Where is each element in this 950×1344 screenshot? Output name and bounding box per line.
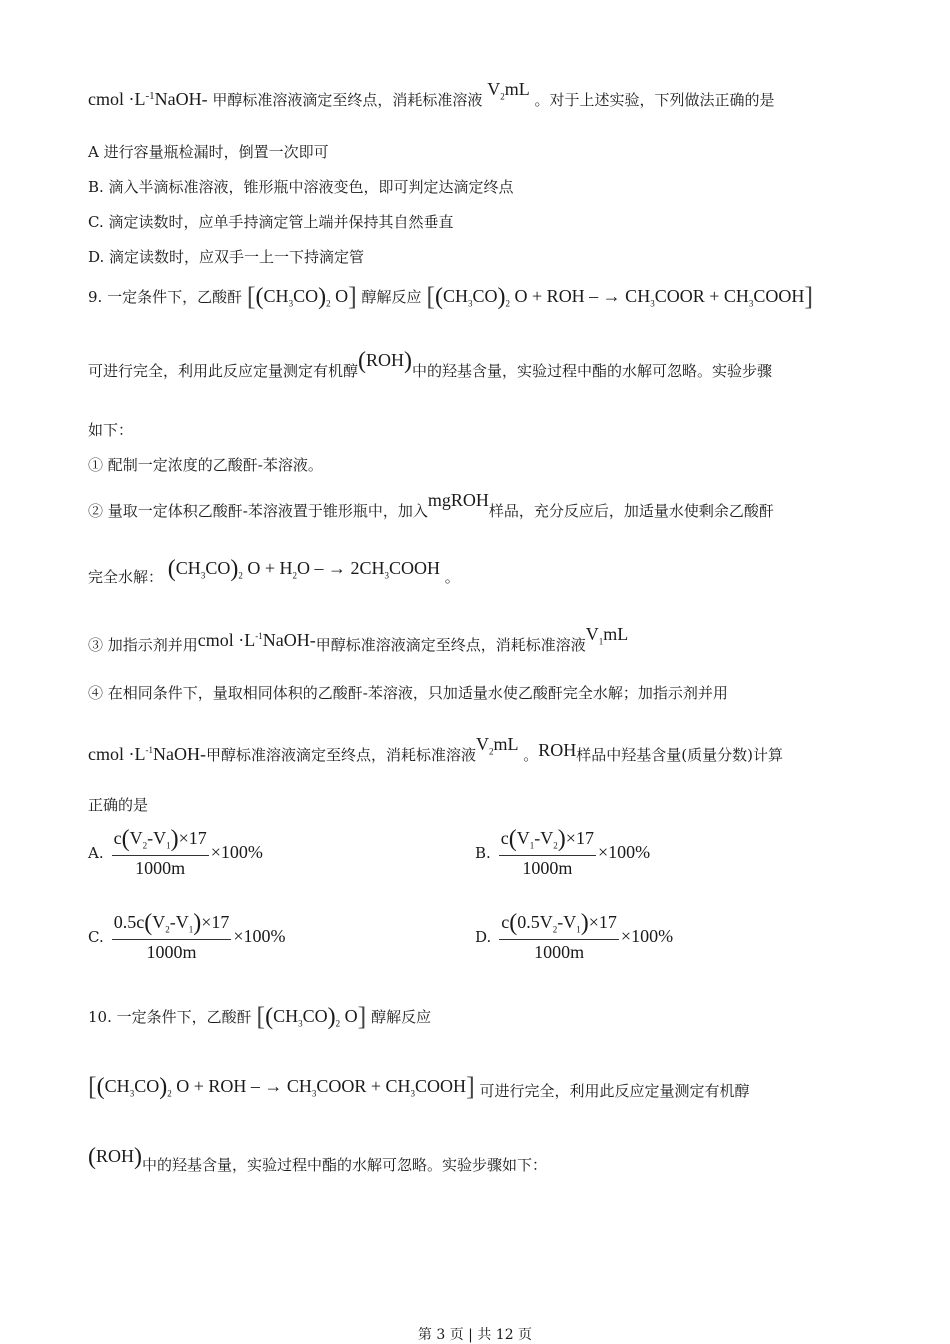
roh-formula: (ROH) bbox=[358, 348, 413, 374]
option-a: A 进行容量瓶检漏时，倒置一次即可 bbox=[88, 143, 329, 161]
step-1: ① 配制一定浓度的乙酸酐-苯溶液。 bbox=[88, 456, 323, 474]
question-9-line2: 可进行完全，利用此反应定量测定有机醇(ROH)中的羟基含量，实验过程中酯的水解可忽略。实验步骤 bbox=[88, 348, 773, 380]
option-b: B. 滴入半滴标准溶液，锥形瓶中溶液变色，即可判定达滴定终点 bbox=[88, 178, 514, 196]
choice-d: D. $\frac{c(0.5V_2-V_1)\times 17}{1000m}$ ×100% bbox=[475, 910, 674, 962]
choice-a: A. $\frac{c(V_2-V_1)\times 17}{1000m}$ ×100% bbox=[88, 826, 263, 878]
page-footer: 第 3 页 | 共 12 页 bbox=[417, 1327, 533, 1343]
step-2-hydrolysis: 完全水解： $(CH_3CO)_2$ $O + H_2O$ – → $2CH_3COOH$ 。 bbox=[88, 556, 460, 586]
acetic-anhydride-formula: [$(CH_3CO)_2$ O] bbox=[246, 282, 357, 311]
question-9-line1: 9. 一定条件下，乙酸酐 [$(CH_3CO)_2$ O] 醇解反应 [$(CH_3CO)_2$ O + ROH – → $CH_3COOR$ + $CH_3COOH$] bbox=[88, 282, 814, 311]
alcoholysis-equation: [$(CH_3CO)_2$ O + ROH – → $CH_3COOR$ + $CH_3COOH$] bbox=[426, 282, 814, 311]
question-10-line3: (ROH)中的羟基含量，实验过程中酯的水解可忽略。实验步骤如下： bbox=[88, 1144, 548, 1174]
steps-heading: 如下： bbox=[88, 421, 134, 439]
step-4-cont: cmol $\cdot L^{-1}NaOH-$甲醇标准溶液滴定至终点，消耗标准溶液$V_2mL$ 。ROH样品中羟基含量(质量分数)计算 bbox=[88, 734, 784, 764]
question-end: 正确的是 bbox=[88, 796, 149, 814]
choice-b: B. $\frac{c(V_1-V_2)\times 17}{1000m}$ ×100% bbox=[475, 826, 651, 878]
option-c: C. 滴定读数时，应单手持滴定管上端并保持其自然垂直 bbox=[88, 213, 454, 231]
step-2: ② 量取一定体积乙酸酐-苯溶液置于锥形瓶中，加入mgROH样品，充分反应后，加适量水使剩余乙酸酐 bbox=[88, 490, 774, 520]
step-3: ③ 加指示剂并用cmol $\cdot L^{-1}NaOH-$甲醇标准溶液滴定至终点，消耗标准溶液$V_1mL$ bbox=[88, 624, 629, 654]
option-d: D. 滴定读数时，应双手一上一下持滴定管 bbox=[88, 248, 365, 266]
choice-c: C. $\frac{0.5c(V_2-V_1)\times 17}{1000m}$ ×100% bbox=[88, 910, 286, 962]
step-4: ④ 在相同条件下，量取相同体积的乙酸酐-苯溶液，只加适量水使乙酸酐完全水解；加指示剂并用 bbox=[88, 684, 728, 702]
intro-line: cmol $\cdot L^{-1}NaOH-$ 甲醇标准溶液滴定至终点，消耗标准溶液 $V_2mL$ 。对于上述实验，下列做法正确的是 bbox=[88, 79, 775, 109]
hydrolysis-equation: $(CH_3CO)_2$ $O + H_2O$ – → $2CH_3COOH$ bbox=[167, 556, 441, 582]
question-10-line2: [$(CH_3CO)_2$ O + ROH – → $CH_3COOR$ + $CH_3COOH$] 可进行完全，利用此反应定量测定有机醇 bbox=[88, 1072, 750, 1101]
question-10-line1: 10. 一定条件下，乙酸酐 [$(CH_3CO)_2$ O] 醇解反应 bbox=[88, 1002, 432, 1031]
